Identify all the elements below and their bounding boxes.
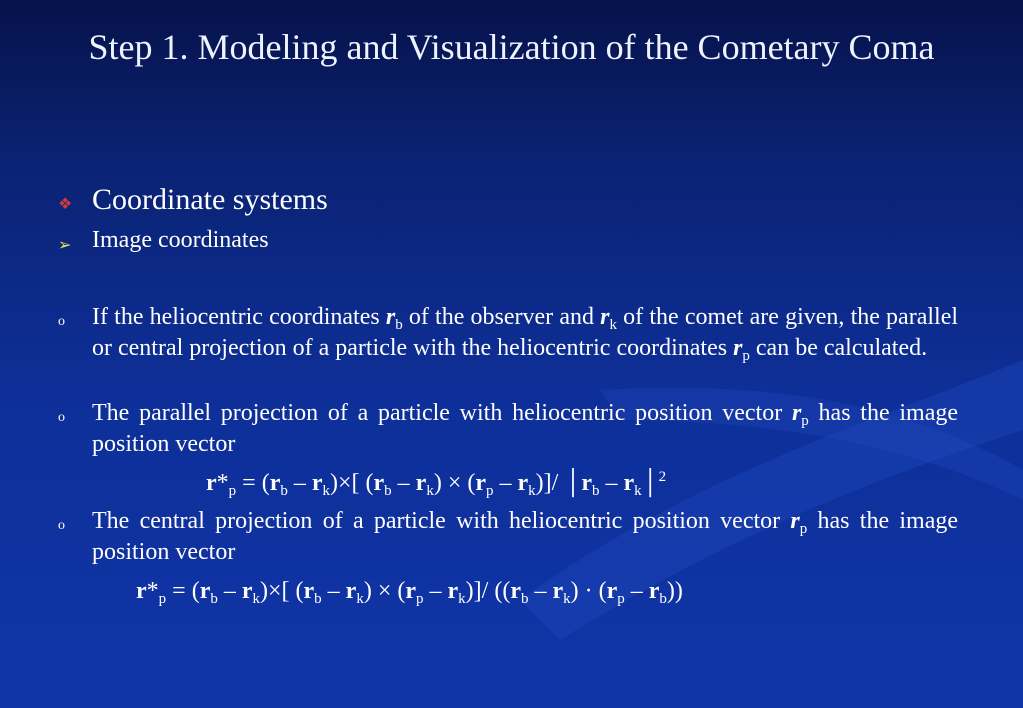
circle-bullet-icon: o xyxy=(58,518,65,533)
slide-title: Step 1. Modeling and Visualization of the Cometary Coma xyxy=(88,27,935,67)
diamond-bullet-icon: ❖ xyxy=(58,196,73,213)
formula-parallel-projection: $r*_p = (r_b - r_k)\times$[ $(r_b - r_k) \times (r_p - r_k)]/$ $│r_b$ – $r_k│^2$ xyxy=(206,469,667,499)
formula-central-projection: $r*_p = (r_b - r_k)\times$[ $(r_b - r_k) \times (r_p - r_k)]/$ $((r_b - r_k) \cdot (r_p - r_b))$ xyxy=(136,578,683,607)
bullet-coordinate-systems: Coordinate systems xyxy=(92,183,328,216)
bullet-image-coordinates: Image coordinates xyxy=(92,227,269,253)
arrow-bullet-icon: ➢ xyxy=(58,237,72,254)
paragraph-parallel-projection: The parallel projection of a particle with heliocentric position vector $r_p$ has the image position vector xyxy=(92,400,959,457)
circle-bullet-icon: o xyxy=(58,314,65,329)
circle-bullet-icon: o xyxy=(58,410,65,425)
paragraph-heliocentric: If the heliocentric coordinates $r_b$ of the observer and $r_k$ of the comet are given, the parallel or central projection of a particle with the heliocentric coordinates $r_p$ can be calculated. xyxy=(92,304,959,364)
paragraph-central-projection: The central projection of a particle with heliocentric position vector $r_p$ has the image position vector xyxy=(92,508,958,565)
